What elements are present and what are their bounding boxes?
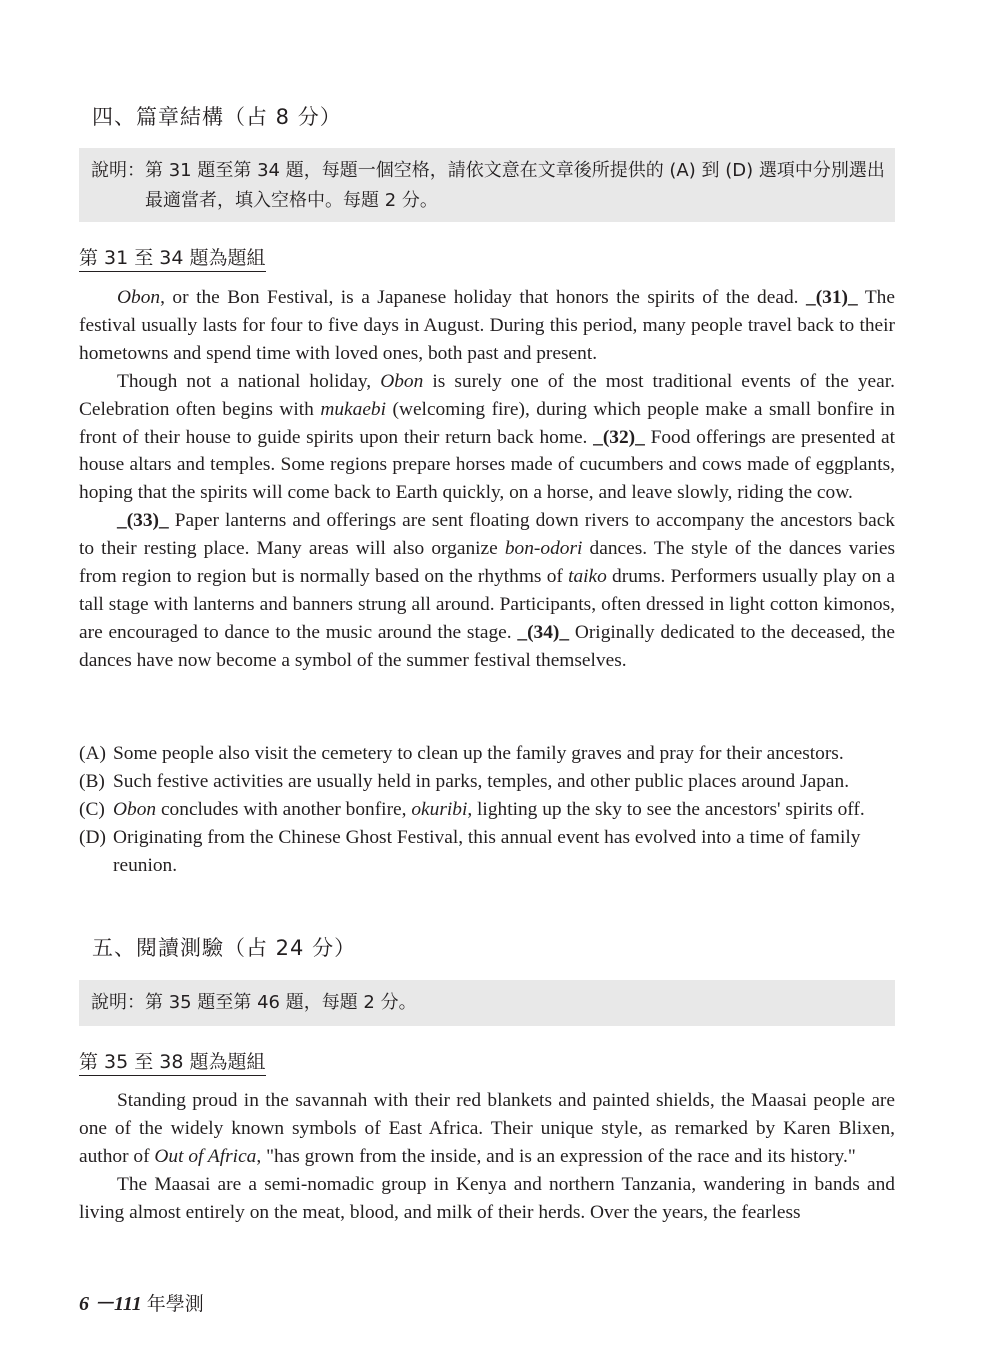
passage-paragraph-2 — [79, 368, 895, 508]
option-text-part: , lighting up the sky to see the ancestors' spirits off. — [467, 798, 865, 820]
maasai-passage — [79, 1087, 895, 1227]
passage-paragraph-3 — [79, 507, 895, 674]
passage-paragraph-1 — [79, 1087, 895, 1171]
paragraph-text: (welcoming fire), during which people make a small bonfire in front of their house to guide spirits upon their return back home. — [79, 398, 895, 448]
term-okuribi: okuribi — [411, 798, 468, 820]
instruction-text: 第 31 題至第 34 題，每題一個空格，請依文意在文章後所提供的 (A) 到 (D) 選項中分別選出最適當者，填入空格中。每題 2 分。 — [145, 160, 885, 211]
option-c — [79, 796, 895, 824]
obon-passage — [79, 284, 895, 675]
paragraph-text: The Maasai are a semi-nomadic group in Kenya and northern Tanzania, wandering in bands and living almost entirely on the meat, blood, and milk of their herds. Over the years, the fearless — [79, 1173, 895, 1223]
instruction-label: 說明： — [91, 992, 145, 1013]
term-bon-odori: bon-odori — [504, 538, 583, 560]
term-taiko: taiko — [568, 566, 607, 588]
option-text: Such festive activities are usually held in parks, temples, and other public places around Japan. — [113, 770, 850, 792]
paragraph-text: Paper lanterns and offerings are sent floating down rivers to accompany the ancestors back to their resting place. Many areas will also organize — [79, 510, 895, 560]
paragraph-text: The festival usually lasts for four to five days in August. During this period, many people travel back to their hometowns and spend time with loved ones, both past and present. — [79, 287, 895, 364]
option-letter: (D) — [79, 826, 106, 848]
page-footer — [79, 1287, 204, 1316]
group-35-38-heading: 第 35 至 38 題為題組 — [79, 1050, 266, 1076]
paragraph-text: drums. Performers usually play on a tall stage with lanterns and banners strung all around. Participants, often dressed in light cotton kimonos, are encouraged to dance to the music around the stage. — [79, 566, 895, 643]
passage-paragraph-2 — [79, 1171, 895, 1227]
option-d — [79, 824, 869, 880]
paragraph-text: dances. The style of the dances varies from region to region but is normally based on the rhythms of — [79, 538, 895, 588]
page-number: 6 －111 — [79, 1293, 142, 1315]
section-4-instruction-box — [79, 148, 895, 222]
option-letter: (A) — [79, 743, 106, 764]
exam-title: 年學測 — [146, 1293, 204, 1315]
option-a — [79, 740, 909, 768]
group-31-34-heading: 第 31 至 34 題為題組 — [79, 246, 266, 272]
paragraph-text: , or the Bon Festival, is a Japanese holiday that honors the spirits of the dead. — [160, 287, 806, 308]
option-letter: (B) — [79, 770, 105, 792]
blank-31: _(31)_ — [806, 287, 858, 308]
passage-paragraph-1 — [79, 284, 895, 368]
paragraph-text: , "has grown from the inside, and is an expression of the race and its history." — [256, 1145, 856, 1167]
paragraph-text: Originally dedicated to the deceased, the dances have now become a symbol of the summer festival themselves. — [79, 621, 895, 671]
paragraph-text: Though not a national holiday, — [117, 370, 381, 392]
instruction-text: 第 35 題至第 46 題，每題 2 分。 — [145, 992, 417, 1013]
option-text-part: concludes with another bonfire, — [156, 798, 412, 820]
term-obon: Obon — [113, 798, 157, 820]
option-letter: (C) — [79, 798, 105, 820]
answer-options — [79, 740, 909, 880]
term-obon: Obon — [117, 287, 161, 308]
blank-34: _(34)_ — [517, 621, 570, 643]
blank-32: _(32)_ — [593, 426, 645, 448]
option-text: Originating from the Chinese Ghost Festival, this annual event has evolved into a time of family reunion. — [113, 826, 861, 876]
section-5-heading: 五、閱讀測驗（占 24 分） — [92, 936, 357, 960]
paragraph-text: Food offerings are presented at house altars and temples. Some regions prepare horses made of cucumbers and cows made of eggplants, hoping that the spirits will come back to Earth quickly, on a horse, and leave slowly, riding the cow. — [79, 426, 895, 504]
term-obon: Obon — [380, 370, 424, 392]
book-title: Out of Africa — [154, 1145, 257, 1167]
blank-33: _(33)_ — [117, 510, 169, 532]
term-mukaebi: mukaebi — [320, 398, 387, 420]
paragraph-text: Standing proud in the savannah with their red blankets and painted shields, the Maasai people are one of the widely known symbols of East Africa. Their unique style, as remarked by Karen Blixen, author of — [79, 1090, 895, 1167]
paragraph-text: is surely one of the most traditional events of the year. Celebration often begins with — [79, 370, 895, 420]
section-4-heading: 四、篇章結構（占 8 分） — [92, 105, 342, 129]
instruction-label: 說明： — [91, 160, 145, 181]
option-text: Some people also visit the cemetery to clean up the family graves and pray for their ancestors. — [113, 743, 844, 764]
option-text — [113, 796, 895, 824]
option-b — [79, 768, 909, 796]
section-5-instruction-box — [79, 980, 895, 1026]
